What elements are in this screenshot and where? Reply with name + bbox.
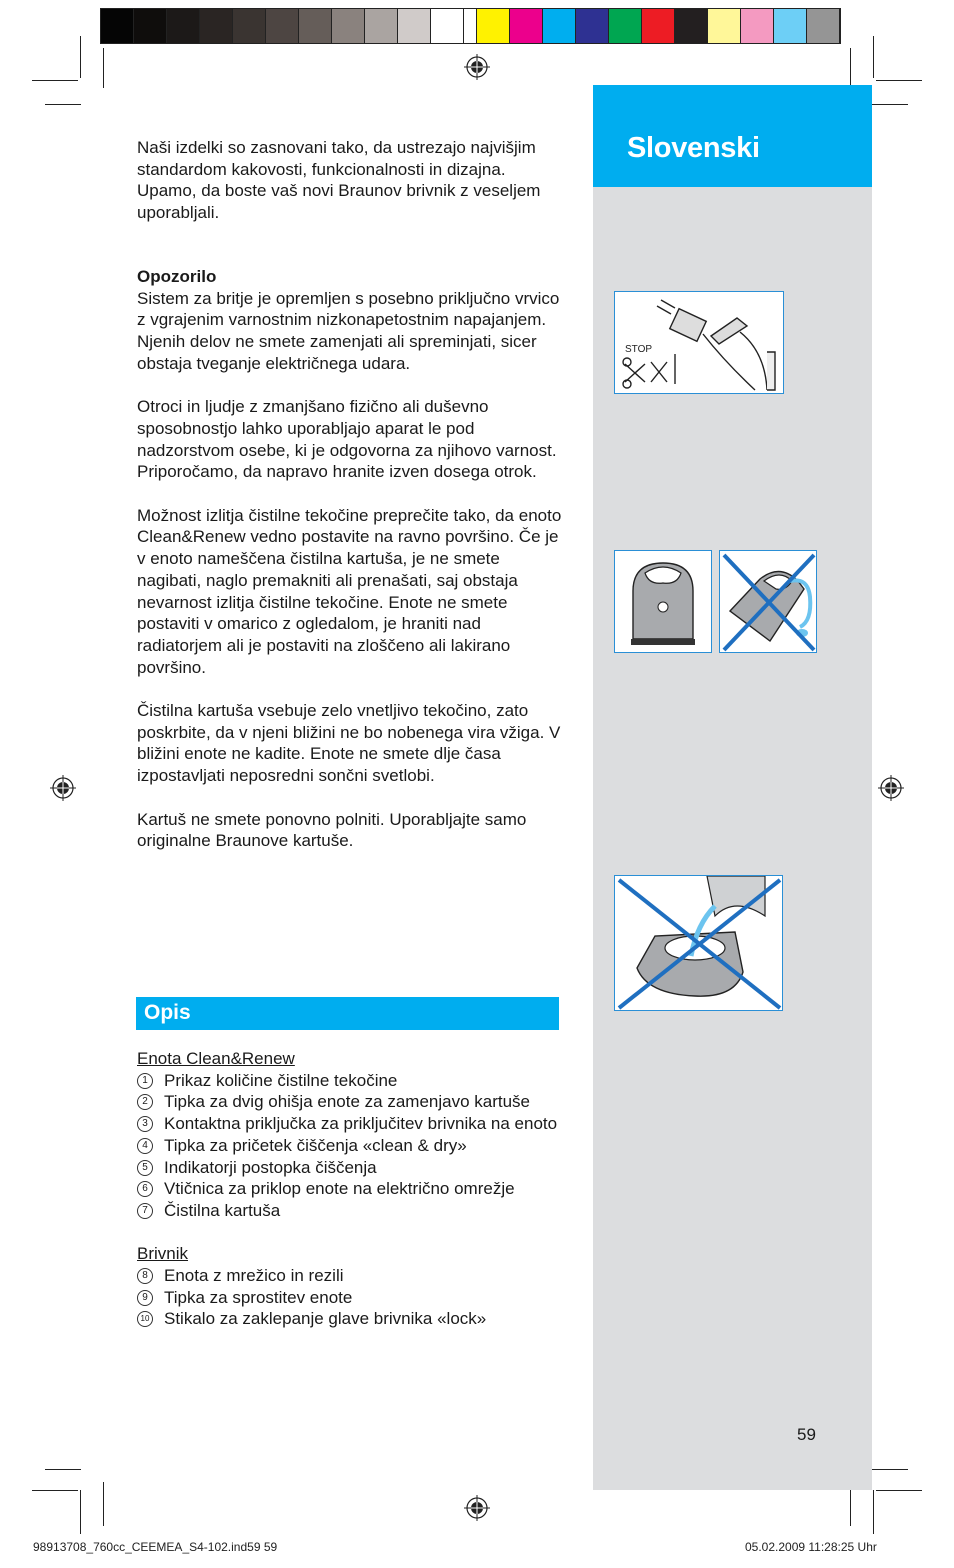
color-swatch: [431, 9, 464, 43]
item-number: 8: [137, 1268, 153, 1284]
figure-unit-tilted-prohibited: [719, 550, 817, 653]
warning-paragraph: Otroci in ljudje z zmanjšano fizično ali duševno sposobnostjo lahko uporabljajo aparat le pod nadzorstvom osebe, ki je odgovorna za njihovo varnost. Priporočamo, da napravo hranite izven dosega otrok.: [137, 397, 557, 482]
item-text: Čistilna kartuša: [164, 1200, 281, 1220]
crop-mark: [872, 104, 908, 105]
item-number: 2: [137, 1094, 153, 1110]
warning-heading: Opozorilo: [137, 267, 217, 286]
crop-mark: [103, 1482, 104, 1526]
item-number: 3: [137, 1116, 153, 1132]
warning-paragraph: Čistilna kartuša vsebuje zelo vnetljivo tekočino, zato poskrbite, da v njeni bližini ne bo nobenega vira vžiga. V bližini enote ne kadite. Enote ne smete dlje časa izpostavljati neposredni sončni svetlobi.: [137, 701, 561, 786]
crop-mark: [876, 1490, 922, 1491]
crop-mark: [873, 1490, 874, 1534]
color-swatch: [477, 9, 510, 43]
color-swatch: [200, 9, 233, 43]
registration-mark-icon: [464, 1495, 490, 1521]
color-swatch: [510, 9, 543, 43]
item-text: Kontaktna priključka za priključitev brivnika na enoto: [164, 1114, 558, 1134]
list-item: [137, 1113, 567, 1135]
crop-mark: [45, 104, 81, 105]
registration-mark-icon: [878, 775, 904, 801]
color-swatch: [741, 9, 774, 43]
figure-refill-prohibited: [614, 875, 783, 1011]
section-title-opis: Opis: [144, 1001, 191, 1024]
crop-mark: [872, 1469, 908, 1470]
crop-mark: [32, 80, 78, 81]
color-swatch: [266, 9, 299, 43]
item-number: 5: [137, 1160, 153, 1176]
item-text: Enota z mrežico in rezili: [164, 1266, 344, 1286]
color-swatch: [807, 9, 840, 43]
list-item: [137, 1308, 567, 1330]
warning-paragraph: Kartuš ne smete ponovno polniti. Uporabljajte samo originalne Braunove kartuše.: [137, 809, 527, 851]
color-swatch: [708, 9, 741, 43]
color-swatch: [233, 9, 266, 43]
crop-mark: [80, 36, 81, 78]
warning-paragraph: Možnost izlitja čistilne tekočine preprečite tako, da enoto Clean&Renew vedno postavite na ravno površino. Če je v enoto nameščena čistilna kartuša, je ne smete nagibati, naglo premakniti ali prenašati, saj obstaja nevarnost izlitja čistilne tekočine. Enote ne smete postaviti v omarico z ogledalom, je hraniti nad radiatorjem ali je postaviti na zloščeno ali lakirano površino.: [137, 505, 562, 677]
figure-power-cord-warning: [614, 291, 784, 394]
list-item: [137, 1200, 567, 1222]
crop-mark: [45, 1469, 81, 1470]
warning-section: [137, 266, 567, 852]
section-header-bar: [136, 997, 559, 1030]
list-item: [137, 1157, 567, 1179]
crop-mark: [876, 80, 922, 81]
unit-items: [137, 1070, 567, 1222]
item-text: Stikalo za zaklepanje glave brivnika «lock»: [164, 1309, 487, 1329]
color-swatch: [299, 9, 332, 43]
color-swatch: [332, 9, 365, 43]
warning-paragraph: Sistem za britje je opremljen s posebno priključno vrvico z vgrajenim varnostnim nizkonapetostnim napajanjem. Njenih delov ne smete zamenjati ali spreminjati, sicer obstaja tveganje električnega udara.: [137, 288, 560, 373]
color-swatch: [675, 9, 708, 43]
item-number: 10: [137, 1311, 153, 1327]
footer-file-info: 98913708_760cc_CEEMEA_S4-102.ind59 59: [33, 1540, 278, 1554]
unit-heading: Enota Clean&Renew: [137, 1049, 295, 1068]
list-item: [137, 1265, 567, 1287]
item-number: 1: [137, 1073, 153, 1089]
figure-unit-upright: [614, 550, 712, 653]
page-number: 59: [797, 1425, 816, 1444]
item-number: 4: [137, 1138, 153, 1154]
color-swatch: [543, 9, 576, 43]
item-text: Indikatorji postopka čiščenja: [164, 1157, 377, 1177]
color-swatch: [167, 9, 200, 43]
list-item: [137, 1178, 567, 1200]
crop-mark: [850, 48, 851, 88]
shaver-items: [137, 1265, 567, 1330]
description-list: [137, 1048, 567, 1330]
color-swatch: [365, 9, 398, 43]
language-title: Slovenski: [627, 132, 760, 164]
stop-label: STOP: [625, 344, 653, 355]
crop-mark: [103, 48, 104, 88]
registration-mark-icon: [50, 775, 76, 801]
color-swatch: [774, 9, 807, 43]
intro-paragraph: Naši izdelki so zasnovani tako, da ustrezajo najvišjim standardom kakovosti, funkcionalnosti in dizajna. Upamo, da boste vaš novi Braunov brivnik z veseljem uporabljali.: [137, 138, 541, 223]
footer-timestamp: 05.02.2009 11:28:25 Uhr: [745, 1540, 877, 1554]
color-bar-gap: [464, 9, 477, 43]
item-text: Tipka za dvig ohišja enote za zamenjavo kartuše: [164, 1092, 531, 1112]
item-text: Tipka za pričetek čiščenja «clean & dry»: [164, 1135, 467, 1155]
color-swatch: [609, 9, 642, 43]
color-swatch: [134, 9, 167, 43]
crop-mark: [32, 1490, 78, 1491]
color-swatch: [101, 9, 134, 43]
item-number: 9: [137, 1290, 153, 1306]
color-swatch: [576, 9, 609, 43]
item-text: Vtičnica za priklop enote na električno omrežje: [164, 1179, 515, 1199]
color-swatch: [398, 9, 431, 43]
item-text: Tipka za sprostitev enote: [164, 1287, 353, 1307]
shaver-heading: Brivnik: [137, 1244, 189, 1264]
crop-mark: [80, 1490, 81, 1534]
registration-mark-icon: [464, 54, 490, 80]
list-item: [137, 1070, 567, 1092]
color-calibration-bar: [100, 8, 841, 44]
item-number: 6: [137, 1181, 153, 1197]
list-item: [137, 1091, 567, 1113]
list-item: [137, 1135, 567, 1157]
item-number: 7: [137, 1203, 153, 1219]
crop-mark: [873, 36, 874, 78]
color-swatch: [642, 9, 675, 43]
item-text: Prikaz količine čistilne tekočine: [164, 1070, 398, 1090]
list-item: [137, 1287, 567, 1309]
